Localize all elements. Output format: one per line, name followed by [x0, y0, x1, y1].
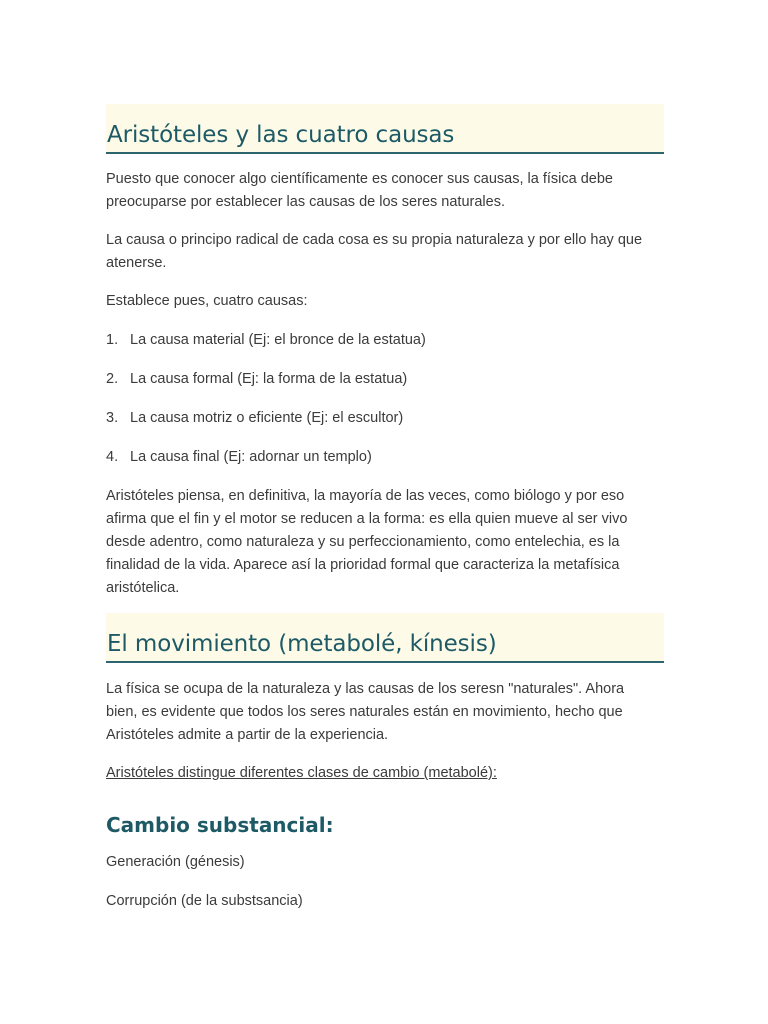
list-number: 3. — [106, 410, 119, 426]
list-item — [106, 446, 664, 469]
underlined-intro-cambio: Aristóteles distingue diferentes clases de cambio (metabolé): — [106, 765, 497, 781]
item-corrupcion: Corrupción (de la substsancia) — [106, 893, 303, 909]
causes-list — [106, 329, 664, 469]
document-page — [106, 104, 664, 913]
section-heading-movimiento: El movimiento (metabolé, kínesis) — [106, 613, 664, 663]
list-text: La causa material (Ej: el bronce de la estatua) — [130, 332, 426, 348]
paragraph-causa-radical: La causa o principo radical de cada cosa es su propia naturaleza y por ello hay que atenerse. — [106, 232, 643, 271]
subheading-cambio-substancial: Cambio substancial: — [106, 813, 334, 837]
list-text: La causa final (Ej: adornar un templo) — [130, 449, 372, 465]
paragraph-establece: Establece pues, cuatro causas: — [106, 293, 308, 309]
list-number: 2. — [106, 371, 119, 387]
list-item — [106, 368, 664, 391]
section-heading-cuatro-causas: Aristóteles y las cuatro causas — [106, 104, 664, 154]
paragraph-movimiento: La física se ocupa de la naturaleza y las causas de los seresn "naturales". Ahora bien, es evidente que todos los seres naturales están en movimiento, hecho que Aristóteles admite a partir de la experiencia. — [106, 681, 625, 743]
list-text: La causa motriz o eficiente (Ej: el escultor) — [130, 410, 404, 426]
list-text: La causa formal (Ej: la forma de la estatua) — [130, 371, 408, 387]
paragraph-intro: Puesto que conocer algo científicamente es conocer sus causas, la física debe preocuparse por establecer las causas de los seres naturales. — [106, 171, 613, 210]
list-item — [106, 329, 664, 352]
list-item — [106, 407, 664, 430]
list-number: 1. — [106, 332, 119, 348]
item-generacion: Generación (génesis) — [106, 854, 245, 870]
list-number: 4. — [106, 449, 119, 465]
paragraph-closing: Aristóteles piensa, en definitiva, la mayoría de las veces, como biólogo y por eso afirma que el fin y el motor se reducen a la forma: es ella quien mueve al ser vivo desde adentro, como naturaleza y su perfeccionamiento, como entelechia, es la finalidad de la vida. Aparece así la prioridad formal que caracteriza la metafísica aristótelica. — [106, 488, 628, 596]
